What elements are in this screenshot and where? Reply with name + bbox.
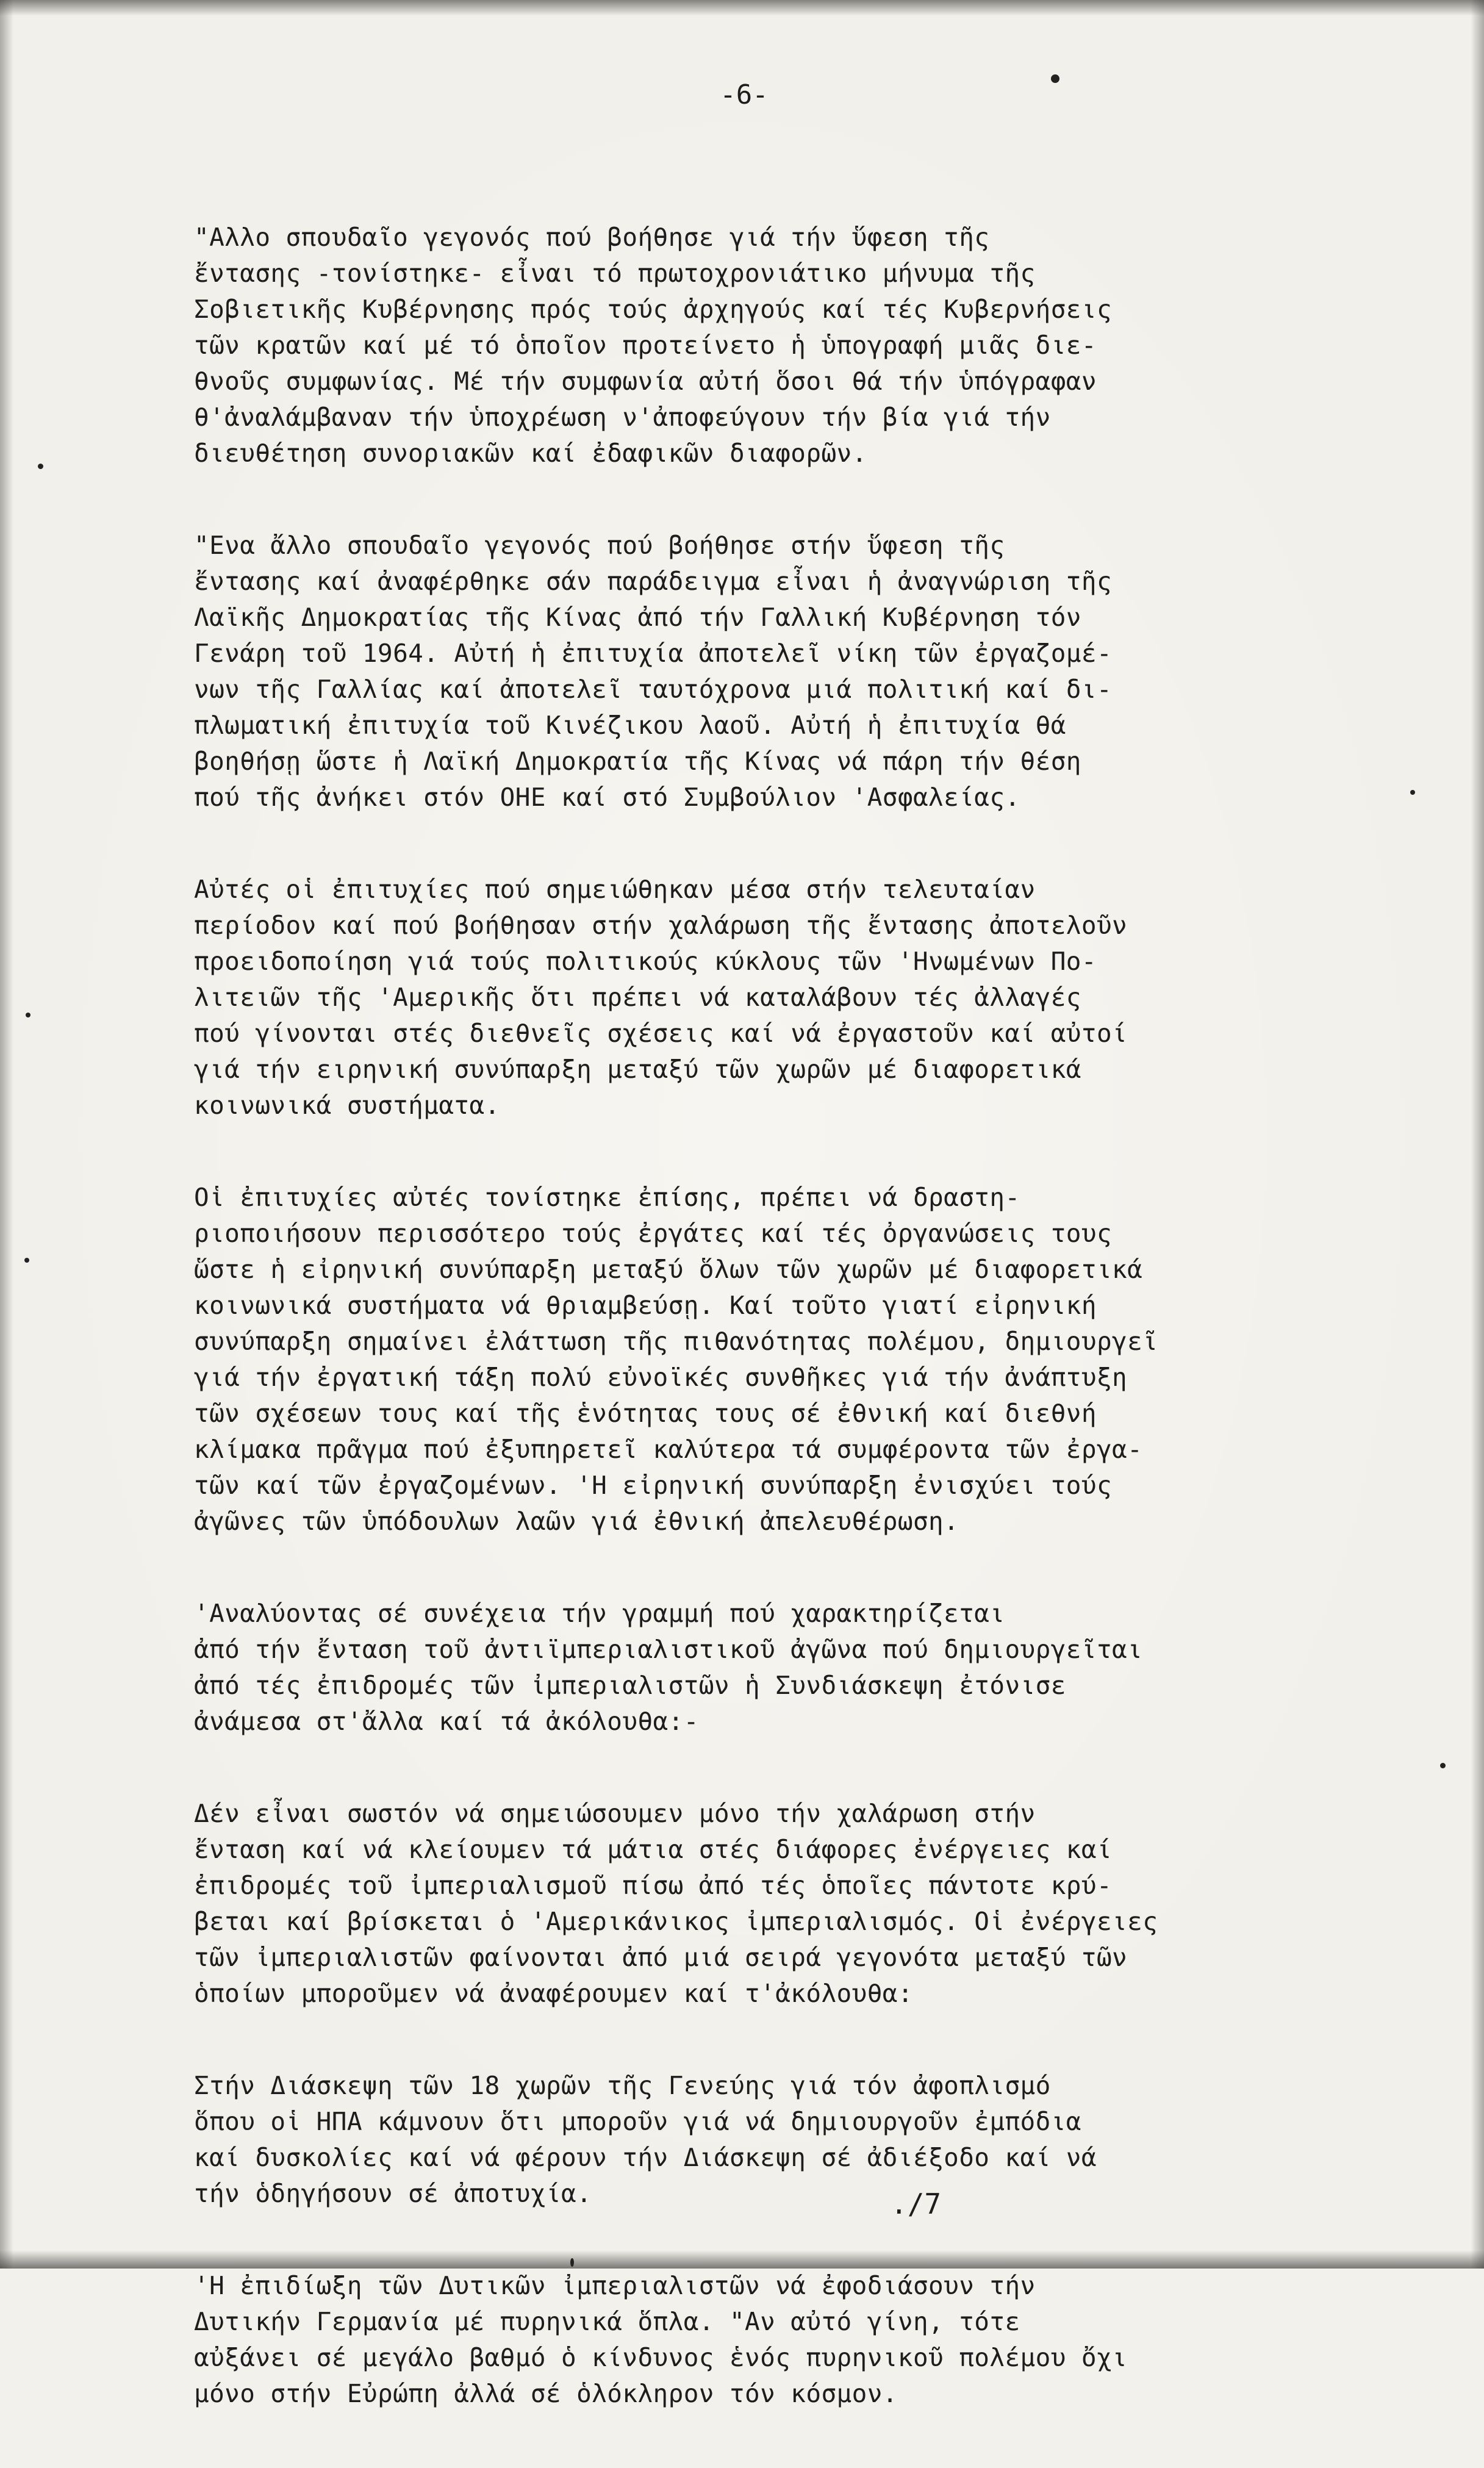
text-line: ριοποιήσουν περισσότερο τούς ἐργάτες καί τές ὀργανώσεις τους xyxy=(194,1219,1113,1248)
text-line: πού τῆς ἀνήκει στόν ΟΗΕ καί στό Συμβούλιον 'Ασφαλείας. xyxy=(194,783,1020,812)
body-text xyxy=(194,220,1383,2468)
text-line: ἀγῶνες τῶν ὑπόδουλων λαῶν γιά ἐθνική ἀπελευθέρωση. xyxy=(194,1507,959,1536)
text-line: ὥστε ἡ εἰρηνική συνύπαρξη μεταξύ ὅλων τῶν χωρῶν μέ διαφορετικά xyxy=(194,1255,1143,1284)
text-line: λιτειῶν τῆς 'Αμερικῆς ὅτι πρέπει νά καταλάβουν τές ἀλλαγές xyxy=(194,983,1081,1012)
text-line: προειδοποίηση γιά τούς πολιτικούς κύκλους τῶν 'Ηνωμένων Πο- xyxy=(194,947,1097,976)
text-line: κοινωνικά συστήματα νά θριαμβεύσῃ. Καί τοῦτο γιατί εἰρηνική xyxy=(194,1291,1097,1320)
scan-edge-top xyxy=(0,0,1484,16)
text-line: βοηθήσῃ ὥστε ἡ Λαϊκή Δημοκρατία τῆς Κίνας νά πάρη τήν θέση xyxy=(194,747,1081,776)
scan-speck xyxy=(1410,790,1415,795)
scan-edge-right xyxy=(1471,0,1484,2269)
text-line: μόνο στήν Εὐρώπη ἀλλά σέ ὁλόκληρον τόν κόσμον. xyxy=(194,2379,898,2408)
paragraph xyxy=(194,872,1383,1124)
text-line: Δέν εἶναι σωστόν νά σημειώσουμεν μόνο τήν χαλάρωση στήν xyxy=(194,1799,1036,1828)
text-line: καί δυσκολίες καί νά φέρουν τήν Διάσκεψη σέ ἀδιέξοδο καί νά xyxy=(194,2143,1097,2172)
text-line: Σοβιετικῆς Κυβέρνησης πρός τούς ἀρχηγούς καί τές Κυβερνήσεις xyxy=(194,295,1113,324)
text-line: ὁποίων μποροῦμεν νά ἀναφέρουμεν καί τ'ἀκόλουθα: xyxy=(194,1979,913,2008)
text-line: ἔντασης καί ἀναφέρθηκε σάν παράδειγμα εἶναι ἡ ἀναγνώριση τῆς xyxy=(194,567,1113,596)
text-line: Στήν Διάσκεψη τῶν 18 χωρῶν τῆς Γενεύης γιά τόν ἀφοπλισμό xyxy=(194,2071,1051,2100)
text-line: νων τῆς Γαλλίας καί ἀποτελεῖ ταυτόχρονα μιά πολιτική καί δι- xyxy=(194,675,1113,704)
text-line: ἀπό τήν ἔνταση τοῦ ἀντιϊμπεριαλιστικοῦ ἀγῶνα πού δημιουργεῖται xyxy=(194,1635,1143,1664)
text-line: "Αλλο σπουδαῖο γεγονός πού βοήθησε γιά τήν ὕφεση τῆς xyxy=(194,223,990,252)
text-line: Δυτικήν Γερμανία μέ πυρηνικά ὅπλα. "Αν αὐτό γίνη, τότε xyxy=(194,2307,1020,2336)
text-line: κλίμακα πρᾶγμα πού ἐξυπηρετεῖ καλύτερα τά συμφέροντα τῶν ἐργα- xyxy=(194,1435,1143,1464)
scan-edge-left xyxy=(0,0,13,2269)
continuation-mark: ./7 xyxy=(891,2187,942,2220)
paragraph xyxy=(194,1596,1383,1740)
paragraph xyxy=(194,2268,1383,2412)
text-line: 'Η ἐπιδίωξη τῶν Δυτικῶν ἰμπεριαλιστῶν νά ἐφοδιάσουν τήν xyxy=(194,2271,1036,2300)
text-line: διευθέτηση συνοριακῶν καί ἐδαφικῶν διαφορῶν. xyxy=(194,439,867,468)
text-line: Γενάρη τοῦ 1964. Αὐτή ἡ ἐπιτυχία ἀποτελεῖ νίκη τῶν ἐργαζομέ- xyxy=(194,639,1113,668)
text-line: πλωματική ἐπιτυχία τοῦ Κινέζικου λαοῦ. Αὐτή ἡ ἐπιτυχία θά xyxy=(194,711,1066,740)
text-line: ἐπιδρομές τοῦ ἰμπεριαλισμοῦ πίσω ἀπό τές ὁποῖες πάντοτε κρύ- xyxy=(194,1871,1113,1900)
scan-speck xyxy=(26,1013,30,1017)
text-line: περίοδον καί πού βοήθησαν στήν χαλάρωση τῆς ἔντασης ἀποτελοῦν xyxy=(194,911,1128,940)
text-line: γιά τήν ἐργατική τάξη πολύ εὐνοϊκές συνθῆκες γιά τήν ἀνάπτυξη xyxy=(194,1363,1128,1392)
text-line: τήν ὁδηγήσουν σέ ἀποτυχία. xyxy=(194,2179,592,2208)
text-line: συνύπαρξη σημαίνει ἐλάττωση τῆς πιθανότητας πολέμου, δημιουργεῖ xyxy=(194,1327,1158,1356)
text-line: τῶν κρατῶν καί μέ τό ὁποῖον προτείνετο ἡ ὑπογραφή μιᾶς διε- xyxy=(194,331,1097,360)
scan-speck xyxy=(1051,74,1059,83)
scan-speck xyxy=(24,1258,29,1263)
text-line: τῶν ἰμπεριαλιστῶν φαίνονται ἀπό μιά σειρά γεγονότα μεταξύ τῶν xyxy=(194,1943,1128,1972)
page-number: -6- xyxy=(720,79,769,110)
scan-speck xyxy=(1440,1763,1446,1768)
text-line: θνοῦς συμφωνίας. Μέ τήν συμφωνία αὐτή ὅσοι θά τήν ὑπόγραφαν xyxy=(194,367,1097,396)
text-line: "Ενα ἄλλο σπουδαῖο γεγονός πού βοήθησε στήν ὕφεση τῆς xyxy=(194,531,1005,560)
text-line: θ'ἀναλάμβαναν τήν ὑποχρέωση ν'ἀποφεύγουν τήν βία γιά τήν xyxy=(194,403,1051,432)
text-line: ὅπου οἱ ΗΠΑ κάμνουν ὅτι μποροῦν γιά νά δημιουργοῦν ἐμπόδια xyxy=(194,2107,1081,2136)
text-line: ἔντασης -τονίστηκε- εἶναι τό πρωτοχρονιάτικο μήνυμα τῆς xyxy=(194,259,1036,288)
paragraph xyxy=(194,1180,1383,1540)
text-line: ἀνάμεσα στ'ἄλλα καί τά ἀκόλουθα:- xyxy=(194,1707,699,1736)
text-line: γιά τήν ειρηνική συνύπαρξη μεταξύ τῶν χωρῶν μέ διαφορετικά xyxy=(194,1055,1081,1084)
text-line: ἔνταση καί νά κλείουμεν τά μάτια στές διάφορες ἐνέργειες καί xyxy=(194,1835,1113,1864)
text-line: τῶν σχέσεων τους καί τῆς ἑνότητας τους σέ ἐθνική καί διεθνή xyxy=(194,1399,1097,1428)
text-line: κοινωνικά συστήματα. xyxy=(194,1091,500,1120)
text-line: Οἱ ἐπιτυχίες αὐτές τονίστηκε ἐπίσης, πρέπει νά δραστη- xyxy=(194,1183,1020,1212)
paragraph xyxy=(194,528,1383,816)
text-line: αὐξάνει σέ μεγάλο βαθμό ὁ κίνδυνος ἑνός πυρηνικοῦ πολέμου ὄχι xyxy=(194,2343,1128,2372)
paragraph xyxy=(194,2068,1383,2212)
text-line: τῶν καί τῶν ἐργαζομένων. 'Η εἰρηνική συνύπαρξη ἐνισχύει τούς xyxy=(194,1471,1113,1500)
paragraph xyxy=(194,220,1383,472)
text-line: Αὐτές οἱ ἐπιτυχίες πού σημειώθηκαν μέσα στήν τελευταίαν xyxy=(194,875,1036,904)
text-line: Λαϊκῆς Δημοκρατίας τῆς Κίνας ἀπό τήν Γαλλική Κυβέρνηση τόν xyxy=(194,603,1081,632)
text-line: 'Αναλύοντας σέ συνέχεια τήν γραμμή πού χαρακτηρίζεται xyxy=(194,1599,1005,1628)
text-line: ἀπό τές ἐπιδρομές τῶν ἰμπεριαλιστῶν ἡ Συνδιάσκεψη ἐτόνισε xyxy=(194,1671,1066,1700)
scan-speck xyxy=(38,464,43,469)
text-line: πού γίνονται στές διεθνεῖς σχέσεις καί νά ἐργαστοῦν καί αὐτοί xyxy=(194,1019,1128,1048)
paragraph xyxy=(194,1796,1383,2012)
text-line: βεται καί βρίσκεται ὁ 'Αμερικάνικος ἰμπεριαλισμός. Οἱ ἐνέργειες xyxy=(194,1907,1158,1936)
